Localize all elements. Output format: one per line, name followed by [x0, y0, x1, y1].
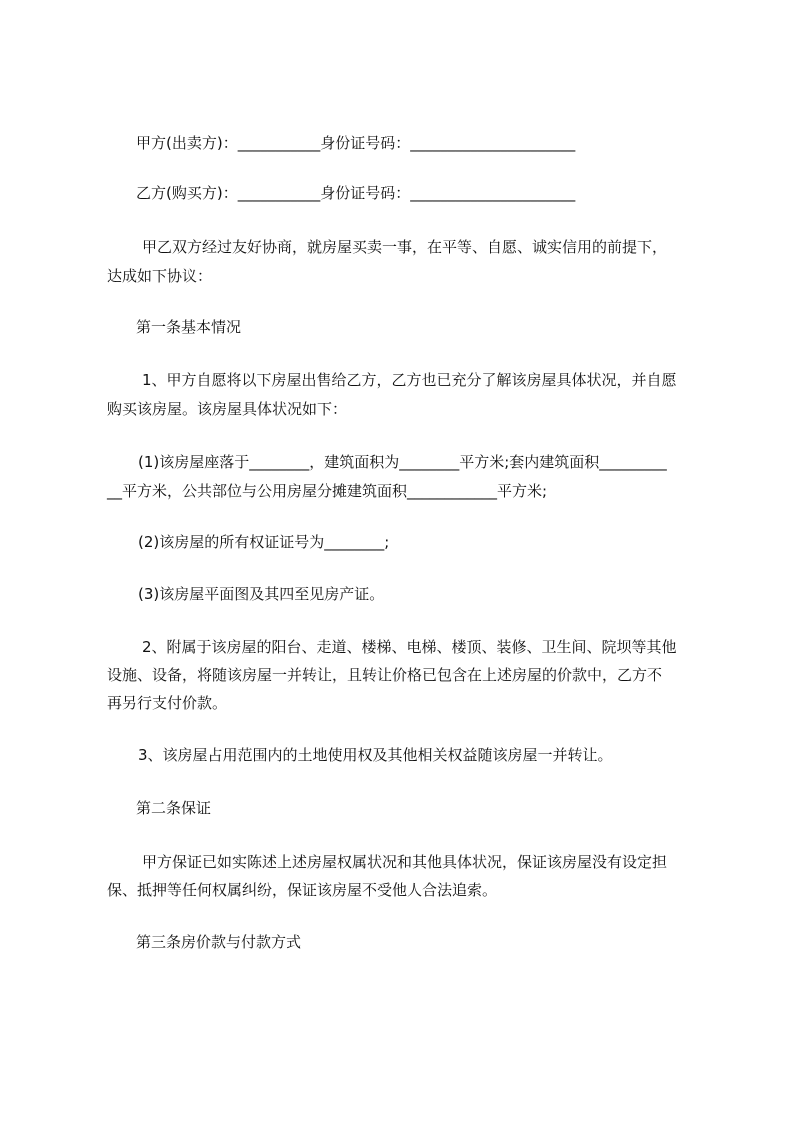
article-1-sub-3: (3)该房屋平面图及其四至见房产证。 [138, 585, 385, 603]
intro-line-1: 甲乙双方经过友好协商，就房屋买卖一事，在平等、自愿、诚实信用的前提下， [142, 238, 668, 256]
article-2-title: 第二条保证 [136, 799, 212, 817]
party-b-name-blank: ___________ [237, 184, 321, 202]
party-b-id-blank: ______________________ [410, 184, 576, 202]
article-1-sub-1-line-2: __平方米，公共部位与公用房屋分摊建筑面积____________平方米; [107, 482, 548, 500]
article-1-item-2-line-1: 2、附属于该房屋的阳台、走道、楼梯、电梯、楼顶、装修、卫生间、院坝等其他 [142, 638, 677, 656]
party-b-id-label: 身份证号码： [320, 184, 411, 202]
article-2-body-line-1: 甲方保证已如实陈述上述房屋权属状况和其他具体状况，保证该房屋没有设定担 [142, 853, 668, 871]
party-a-id-label: 身份证号码： [320, 134, 411, 152]
article-1-sub-1-line-1: (1)该房屋座落于________，建筑面积为________平方米;套内建筑面积_________ [138, 453, 667, 471]
article-1-sub-2: (2)该房屋的所有权证证号为________; [138, 533, 390, 551]
intro-line-2: 达成如下协议： [107, 267, 213, 285]
article-2-body-line-2: 保、抵押等任何权属纠纷，保证该房屋不受他人合法追索。 [107, 881, 498, 899]
party-a-label: 甲方(出卖方)： [136, 134, 238, 152]
party-b-label: 乙方(购买方)： [136, 184, 238, 202]
article-1-item-1-line-1: 1、甲方自愿将以下房屋出售给乙方，乙方也已充分了解该房屋具体状况，并自愿 [142, 371, 677, 389]
article-1-item-1-line-2: 购买该房屋。该房屋具体状况如下： [107, 400, 348, 418]
article-1-item-2-line-2: 设施、设备，将随该房屋一并转让，且转让价格已包含在上述房屋的价款中，乙方不 [107, 666, 663, 684]
article-1-item-3: 3、该房屋占用范围内的土地使用权及其他相关权益随该房屋一并转让。 [138, 746, 613, 764]
article-3-title: 第三条房价款与付款方式 [136, 933, 302, 951]
article-1-item-2-line-3: 再另行支付价款。 [107, 694, 228, 712]
party-a-name-blank: ___________ [237, 134, 321, 152]
party-a-line [136, 133, 575, 153]
article-1-title: 第一条基本情况 [136, 318, 242, 336]
party-a-id-blank: ______________________ [410, 134, 576, 152]
party-b-line [136, 183, 575, 203]
